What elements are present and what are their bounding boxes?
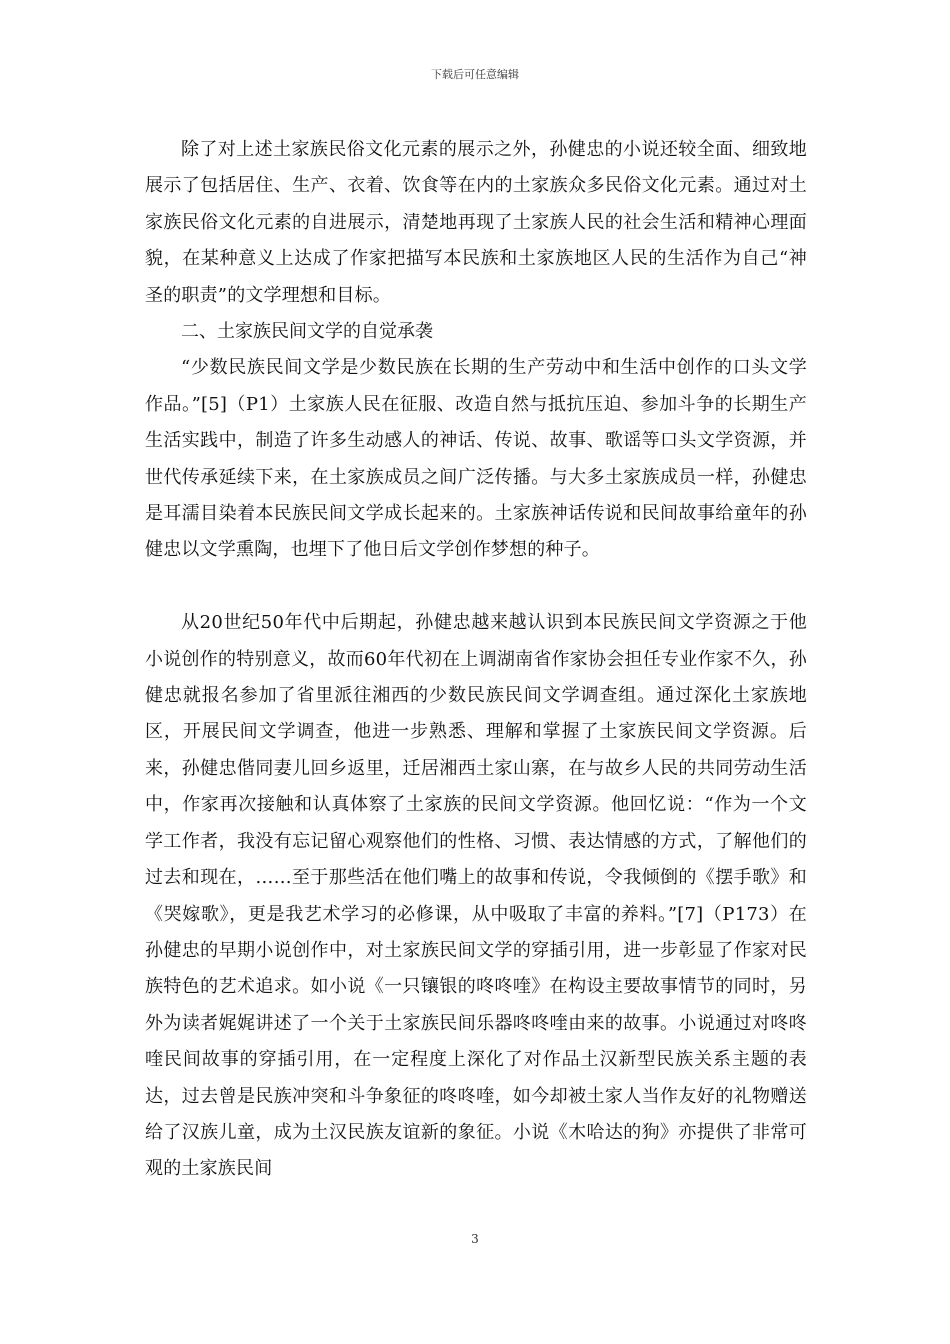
document-body: [145, 132, 807, 1188]
paragraph-literature-research: 从20世纪50年代中后期起，孙健忠越来越认识到本民族民间文学资源之于他小说创作的特别意义，故而60年代初在上调湖南省作家协会担任专业作家不久，孙健忠就报名参加了省里派往湘西的少数民族民间文学调查组。通过深化土家族地区，开展民间文学调查，他进一步熟悉、理解和掌握了土家族民间文学资源。后来，孙健忠偕同妻儿回乡返里，迁居湘西土家山寨，在与故乡人民的共同劳动生活中，作家再次接触和认真体察了土家族的民间文学资源。他回忆说：“作为一个文学工作者，我没有忘记留心观察他们的性格、习惯、表达情感的方式，了解他们的过去和现在，……至于那些活在他们嘴上的故事和传说，令我倾倒的《摆手歌》和《哭嫁歌》，更是我艺术学习的必修课，从中吸取了丰富的养料。”[7]（P173）在孙健忠的早期小说创作中，对土家族民间文学的穿插引用，进一步彰显了作家对民族特色的艺术追求。如小说《一只镶银的咚咚喹》在构设主要故事情节的同时，另外为读者娓娓讲述了一个关于土家族民间乐器咚咚喹由来的故事。小说通过对咚咚喹民间故事的穿插引用，在一定程度上深化了对作品土汉新型民族关系主题的表达，过去曾是民族冲突和斗争象征的咚咚喹，如今却被土家人当作友好的礼物赠送给了汉族儿童，成为土汉民族友谊新的象征。小说《木哈达的狗》亦提供了非常可观的土家族民间: [145, 612, 807, 1180]
page-number: 3: [471, 1232, 479, 1246]
paragraph-folk-literature: “少数民族民间文学是少数民族在长期的生产劳动中和生活中创作的口头文学作品。”[5]（P1）土家族人民在征服、改造自然与抵抗压迫、参加斗争的长期生产生活实践中，制造了许多生动感人的神话、传说、故事、歌谣等口头文学资源，并世代传承延续下来，在土家族成员之间广泛传播。与大多土家族成员一样，孙健忠是耳濡目染着本民族民间文学成长起来的。土家族神话传说和民间故事给童年的孙健忠以文学熏陶，也埋下了他日后文学创作梦想的种子。: [145, 357, 807, 561]
paragraph-gap: [145, 569, 807, 605]
section-heading: 二、土家族民间文学的自觉承袭: [181, 321, 433, 343]
page-header: 下载后可任意编辑: [431, 68, 519, 81]
paragraph-folk-culture: 除了对上述土家族民俗文化元素的展示之外，孙健忠的小说还较全面、细致地展示了包括居住、生产、衣着、饮食等在内的土家族众多民俗文化元素。通过对土家族民俗文化元素的自进展示，清楚地再现了土家族人民的社会生活和精神心理面貌，在某种意义上达成了作家把描写本民族和土家族地区人民的生活作为自己“神圣的职责”的文学理想和目标。: [145, 139, 807, 306]
